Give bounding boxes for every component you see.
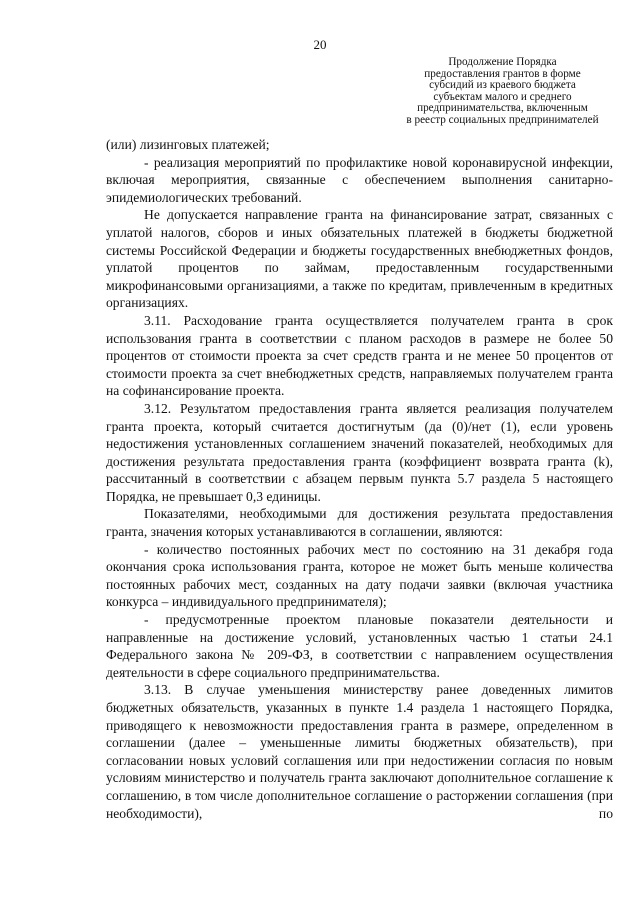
paragraph-continuation: (или) лизинговых платежей;	[106, 137, 270, 152]
running-header-line: в реестр социальных предпринимателей	[406, 113, 599, 126]
paragraph: Показателями, необходимыми для достижения результата предоставления гранта, значения которых устанавливаются в соглашении, являются:	[106, 506, 613, 540]
paragraph-clause-3-13: 3.13. В случае уменьшения министерству ранее доведенных лимитов бюджетных обязательств, указанных в пункте 1.4 раздела 1 настоящего Порядка, приводящего к невозможности предоставления гранта в размере, определенном в соглашении (далее – уменьшенные лимиты бюджетных обязательств), при согласовании новых условий соглашения или при недостижении согласия по новым условиям министерство и получатель гранта заключают дополнительное соглашение к соглашению, в том числе дополнительное соглашение о расторжении соглашения (при необходимости), по	[106, 682, 613, 821]
paragraph: Не допускается направление гранта на финансирование затрат, связанных с уплатой налогов, сборов и иных обязательных платежей в бюджеты бюджетной системы Российской Федерации и бюджеты государственных внебюджетных фондов, уплатой процентов по займам, предоставленным государственными микрофинансовыми организациями, а также по кредитам, привлеченным в кредитных организациях.	[106, 207, 613, 311]
running-header	[390, 57, 615, 127]
document-body	[106, 136, 613, 822]
paragraph-clause-3-11: 3.11. Расходование гранта осуществляется получателем гранта в срок использования гранта в соответствии с планом расходов в размере не более 50 процентов от стоимости проекта за счет средств гранта и не менее 50 процентов от стоимости проекта за счет внебюджетных средств, направляемых получателем гранта на софинансирование проекта.	[106, 312, 613, 399]
paragraph-list-item: - реализация мероприятий по профилактике новой коронавирусной инфекции, включая мероприятия, связанные с обеспечением выполнения санитарно-эпидемиологических требований.	[106, 154, 613, 205]
paragraph-list-item: - количество постоянных рабочих мест по состоянию на 31 декабря года окончания срока использования гранта, которое не может быть меньше количества постоянных рабочих мест, созданных на дату подачи заявки (включая участника конкурса – индивидуального предпринимателя);	[106, 541, 613, 610]
running-header-line: Продолжение Порядка	[448, 56, 557, 68]
running-header-line: предпринимательства, включенным	[417, 102, 588, 115]
running-header-line: предоставления грантов в форме	[424, 67, 581, 80]
page-number: 20	[313, 37, 327, 52]
running-header-line: субъектам малого и среднего	[433, 90, 572, 103]
running-header-line: субсидий из краевого бюджета	[429, 79, 576, 92]
paragraph-clause-3-12: 3.12. Результатом предоставления гранта является реализация получателем гранта проекта, который считается достигнутым (да (0)/нет (1), если уровень недостижения установленных соглашением значений показателей, необходимых для достижения результата предоставления гранта (коэффициент возврата гранта (k), рассчитанный в соответствии с абзацем первым пункта 5.7 раздела 5 настоящего Порядка, не превышает 0,3 единицы.	[106, 400, 613, 504]
paragraph-list-item: - предусмотренные проектом плановые показатели деятельности и направленные на достижение условий, установленных частью 1 статьи 24.1 Федерального закона № 209-ФЗ, в соответствии с направлением осуществления деятельности в сфере социального предпринимательства.	[106, 612, 613, 680]
